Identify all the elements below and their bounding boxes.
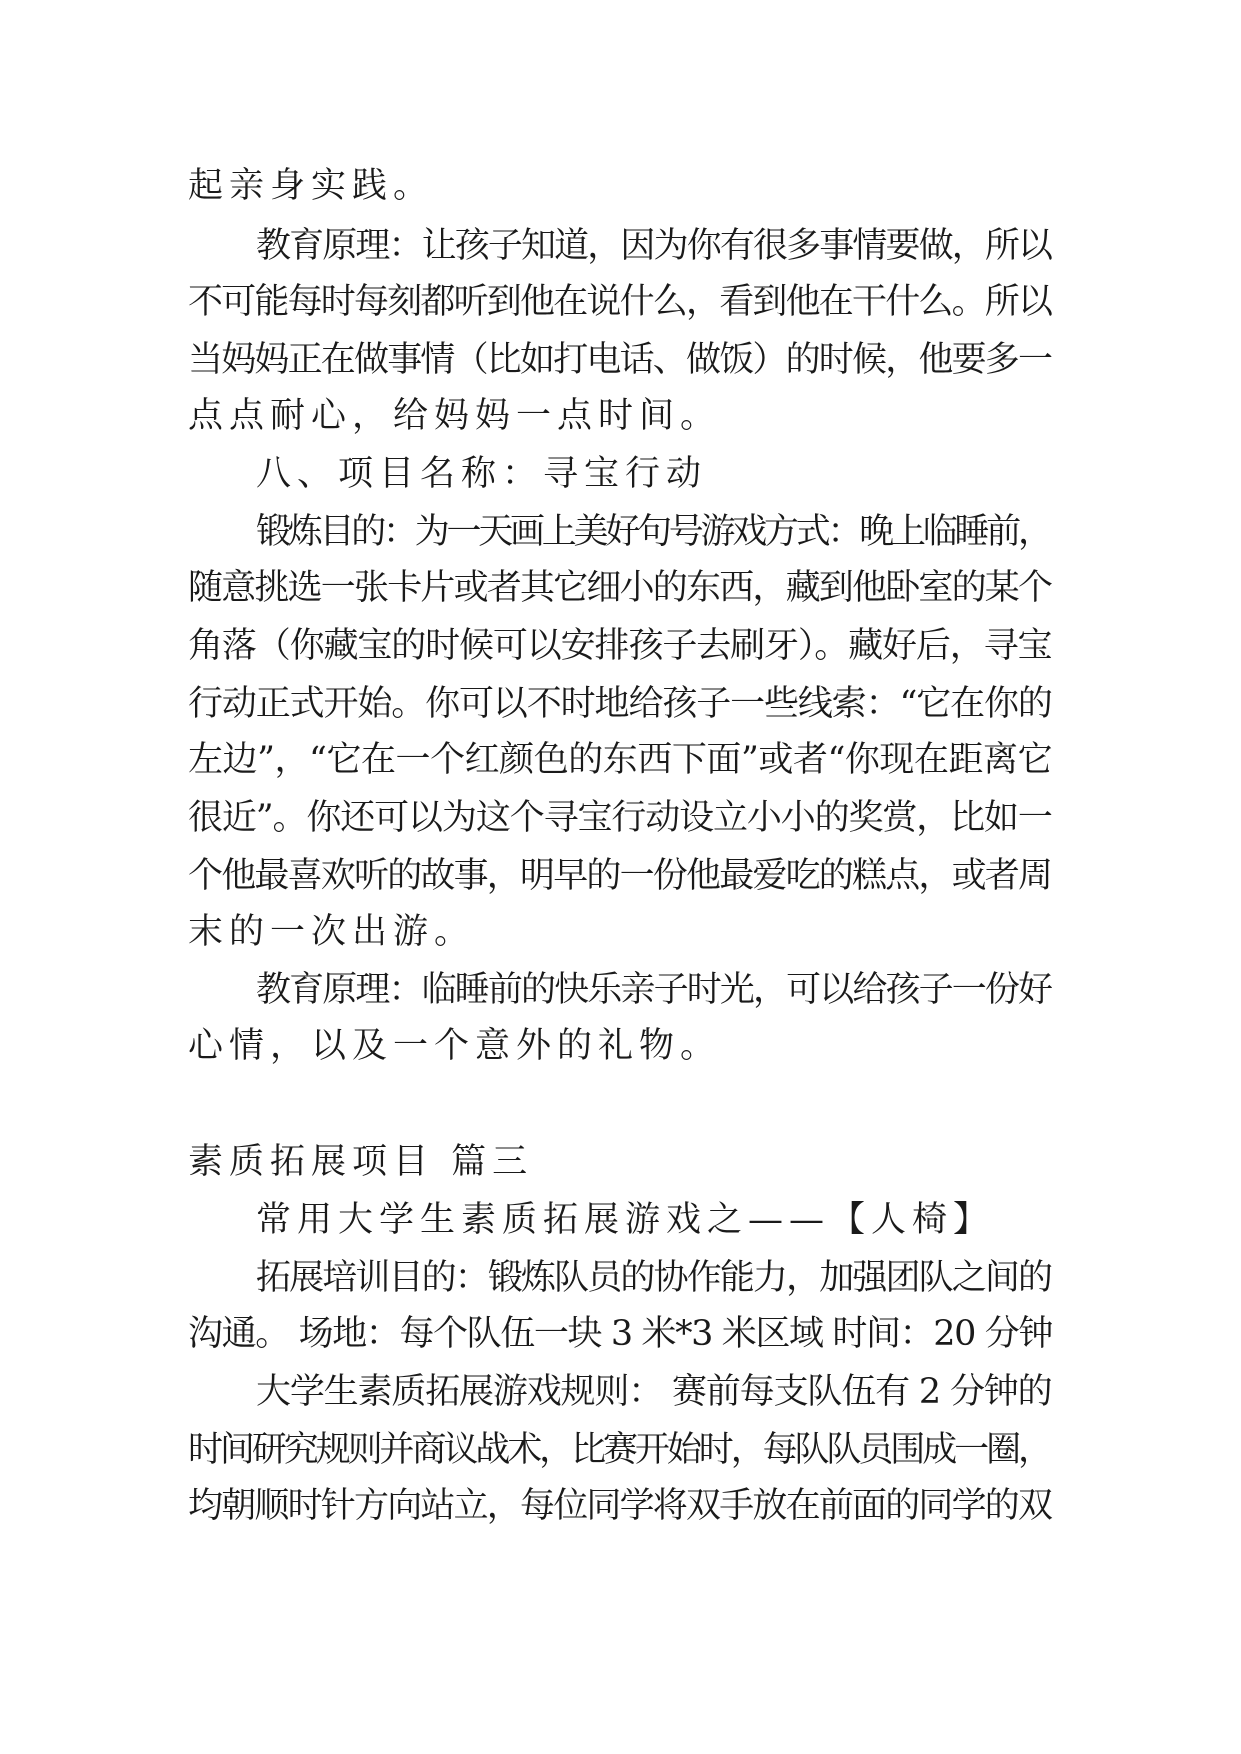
text-line: 不可能每时每刻都听到他在说什么，看到他在干什么。所以 [188,282,1052,322]
text-line: 大学生素质拓展游戏规则： 赛前每支队伍有 2 分钟的 [256,1372,1052,1412]
text-line: 锻炼目的：为一天画上美好句号游戏方式：晚上临睡前， [256,512,1050,552]
text-line: 拓展培训目的：锻炼队员的协作能力，加强团队之间的 [256,1258,1052,1298]
text-line: 教育原理：让孩子知道，因为你有很多事情要做，所以 [256,226,1052,266]
text-line: 个他最喜欢听的故事，明早的一份他最爱吃的糕点，或者周 [188,856,1052,896]
text-line: 随意挑选一张卡片或者其它细小的东西，藏到他卧室的某个 [188,568,1052,608]
game-title: 常用大学生素质拓展游戏之——【人椅】 [256,1200,995,1240]
text-line: 很近”。你还可以为这个寻宝行动设立小小的奖赏，比如一 [188,798,1052,838]
text-line: 末的一次出游。 [188,912,476,952]
text-line: 起亲身实践。 [188,166,435,206]
text-line: 角落（你藏宝的时候可以安排孩子去刷牙）。藏好后，寻宝 [188,626,1052,666]
text-line: 当妈妈正在做事情（比如打电话、做饭）的时候，他要多一 [188,340,1052,380]
text-line: 行动正式开始。你可以不时地给孩子一些线索：“它在你的 [188,684,1052,724]
text-line: 点点耐心，给妈妈一点时间。 [188,396,722,436]
text-line: 心情，以及一个意外的礼物。 [188,1026,722,1066]
section-title: 素质拓展项目 篇三 [188,1142,534,1182]
text-line: 均朝顺时针方向站立，每位同学将双手放在前面的同学的双 [188,1486,1052,1526]
text-line: 教育原理：临睡前的快乐亲子时光，可以给孩子一份好 [256,970,1052,1010]
text-line: 左边”，“它在一个红颜色的东西下面”或者“你现在距离它 [188,740,1053,780]
section-heading: 八、项目名称：寻宝行动 [256,454,708,494]
text-line: 时间研究规则并商议战术，比赛开始时，每队队员围成一圈， [188,1430,1050,1470]
text-line: 沟通。 场地：每个队伍一块 3 米*3 米区域 时间：20 分钟 [188,1314,1052,1354]
